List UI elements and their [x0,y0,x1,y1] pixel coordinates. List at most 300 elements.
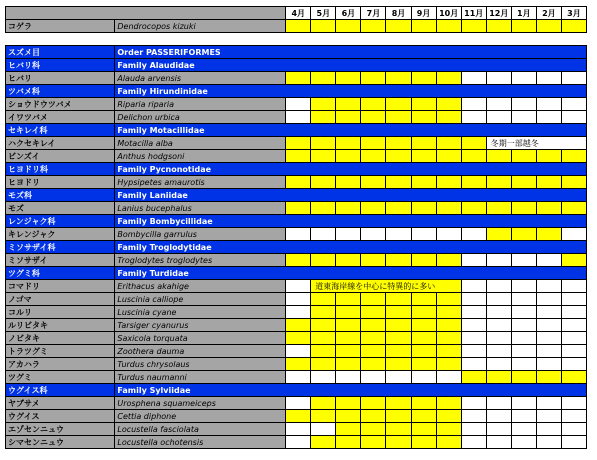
month-cell-present [386,397,411,410]
family-jp-label: ツグミ科 [6,267,115,280]
species-sci-name: Troglodytes troglodytes [115,254,286,267]
month-cell-present [436,137,461,150]
month-cell-present [386,254,411,267]
month-cell-present [411,137,436,150]
month-cell-absent [486,345,511,358]
species-jp-name: キレンジャク [6,228,115,241]
family-row [6,85,587,98]
month-cell-absent [536,98,561,111]
month-cell-present [336,410,361,423]
month-cell-absent [361,371,386,384]
month-cell-absent [561,345,586,358]
month-cell-present [436,319,461,332]
month-cell-absent [536,319,561,332]
species-row [6,20,587,33]
month-cell-absent [536,306,561,319]
month-cell-present [436,423,461,436]
month-cell-present [336,111,361,124]
month-cell-present [436,410,461,423]
month-cell-present [461,202,486,215]
month-cell-present [311,293,336,306]
month-cell-present [336,306,361,319]
month-cell-present [361,397,386,410]
month-cell-present [286,176,311,189]
species-row [6,293,587,306]
species-jp-name: ノゴマ [6,293,115,306]
month-header: 7月 [361,7,386,20]
month-cell-present [311,202,336,215]
species-jp-name: ヤブサメ [6,397,115,410]
month-cell-present [561,202,586,215]
species-sci-name: Erithacus akahige [115,280,286,293]
species-jp-name: コゲラ [6,20,115,33]
species-row [6,358,587,371]
month-cell-present [411,202,436,215]
month-cell-present [436,202,461,215]
month-cell-present [286,358,311,371]
month-cell-absent [486,280,511,293]
month-header: 12月 [486,7,511,20]
month-cell-present [311,176,336,189]
month-cell-present [386,150,411,163]
month-cell-present [286,319,311,332]
month-cell-present [436,111,461,124]
month-cell-absent [511,111,536,124]
month-cell-present [386,358,411,371]
month-cell-present [336,202,361,215]
header-blank [6,7,286,20]
month-cell-present [411,176,436,189]
family-latin-label: Order PASSERIFORMES [115,46,587,59]
month-cell-present [436,293,461,306]
month-cell-absent [561,332,586,345]
month-cell-absent [536,436,561,449]
month-cell-absent [461,319,486,332]
month-cell-absent [536,410,561,423]
species-row [6,371,587,384]
species-jp-name: シマセンニュウ [6,436,115,449]
family-jp-label: ツバメ科 [6,85,115,98]
month-cell-absent [561,423,586,436]
month-cell-absent [486,72,511,85]
month-cell-absent [561,436,586,449]
month-cell-present [386,293,411,306]
species-sci-name: Luscinia cyane [115,306,286,319]
spacer [6,33,587,46]
month-cell-present [311,358,336,371]
species-sci-name: Bombycilla garrulus [115,228,286,241]
month-cell-present [461,20,486,33]
month-cell-present [361,436,386,449]
month-cell-present [311,72,336,85]
species-row [6,436,587,449]
month-cell-present [361,20,386,33]
family-row [6,59,587,72]
month-cell-absent [286,280,311,293]
month-cell-present [361,176,386,189]
species-jp-name: ウグイス [6,410,115,423]
species-row [6,137,587,150]
month-cell-present [361,98,386,111]
month-cell-absent [461,345,486,358]
species-row [6,202,587,215]
species-sci-name: Locustella fasciolata [115,423,286,436]
month-cell-present [286,332,311,345]
month-cell-present [336,319,361,332]
month-cell-absent [311,228,336,241]
month-cell-present [511,371,536,384]
species-row [6,150,587,163]
family-row [6,163,587,176]
month-cell-absent [561,306,586,319]
month-cell-absent [461,306,486,319]
species-row [6,410,587,423]
species-sci-name: Turdus chrysolaus [115,358,286,371]
family-jp-label: セキレイ科 [6,124,115,137]
species-row [6,306,587,319]
species-jp-name: エゾセンニュウ [6,423,115,436]
month-cell-present [361,254,386,267]
family-jp-label: スズメ目 [6,46,115,59]
month-header: 6月 [336,7,361,20]
month-cell-present [561,150,586,163]
month-cell-present [361,423,386,436]
species-jp-name: コルリ [6,306,115,319]
month-cell-present [386,176,411,189]
month-cell-absent [436,371,461,384]
month-cell-present [361,332,386,345]
month-cell-absent [461,332,486,345]
month-cell-present [336,254,361,267]
month-cell-present [286,72,311,85]
species-sci-name: Dendrocopos kizuki [115,20,286,33]
month-cell-absent [486,319,511,332]
month-cell-absent [461,410,486,423]
month-cell-present [486,176,511,189]
month-cell-present [386,111,411,124]
species-row [6,72,587,85]
month-cell-absent [486,306,511,319]
month-header: 5月 [311,7,336,20]
month-cell-present [361,358,386,371]
family-jp-label: レンジャク科 [6,215,115,228]
month-header: 1月 [511,7,536,20]
species-jp-name: ノビタキ [6,332,115,345]
family-jp-label: ミソサザイ科 [6,241,115,254]
month-cell-absent [486,436,511,449]
family-latin-label: Family Troglodytidae [115,241,587,254]
month-cell-absent [286,228,311,241]
month-cell-absent [511,397,536,410]
month-cell-present [511,176,536,189]
family-row [6,241,587,254]
month-cell-absent [461,111,486,124]
month-cell-present [436,72,461,85]
month-cell-present [386,98,411,111]
month-cell-present [536,202,561,215]
month-header: 2月 [536,7,561,20]
month-cell-present [311,436,336,449]
month-cell-present [336,20,361,33]
month-cell-absent [561,72,586,85]
month-cell-present [336,332,361,345]
month-cell-absent [336,371,361,384]
month-cell-present [386,319,411,332]
month-cell-present [436,397,461,410]
month-cell-present [436,98,461,111]
family-row [6,124,587,137]
family-latin-label: Family Motacillidae [115,124,587,137]
month-cell-present [411,345,436,358]
month-cell-present [411,423,436,436]
month-cell-present [561,371,586,384]
species-row [6,332,587,345]
month-cell-present [311,150,336,163]
month-cell-absent [386,228,411,241]
month-cell-present [436,254,461,267]
species-row [6,228,587,241]
month-cell-present [411,150,436,163]
month-cell-present [436,332,461,345]
species-sci-name: Saxicola torquata [115,332,286,345]
species-row [6,111,587,124]
month-cell-absent [561,111,586,124]
species-note: 冬期一部越冬 [486,137,586,150]
month-cell-absent [536,397,561,410]
month-cell-absent [511,345,536,358]
month-cell-present [361,319,386,332]
month-cell-present [411,293,436,306]
month-cell-absent [461,72,486,85]
month-cell-absent [536,280,561,293]
month-cell-present [361,111,386,124]
species-jp-name: ミソサザイ [6,254,115,267]
month-cell-present [336,345,361,358]
month-cell-absent [411,228,436,241]
month-cell-present [486,371,511,384]
species-sci-name: Locustella ochotensis [115,436,286,449]
month-cell-present [336,293,361,306]
month-cell-present [311,397,336,410]
month-cell-present [461,371,486,384]
month-cell-present [411,72,436,85]
month-cell-absent [536,254,561,267]
family-row [6,46,587,59]
month-cell-present [336,150,361,163]
month-cell-present [461,176,486,189]
species-jp-name: ツグミ [6,371,115,384]
month-cell-absent [411,371,436,384]
species-sci-name: Tarsiger cyanurus [115,319,286,332]
month-cell-present [361,202,386,215]
family-latin-label: Family Turdidae [115,267,587,280]
month-cell-present [361,293,386,306]
species-jp-name: ハクセキレイ [6,137,115,150]
month-cell-absent [486,332,511,345]
month-cell-present [286,137,311,150]
month-cell-present [511,228,536,241]
month-cell-absent [486,358,511,371]
month-cell-absent [536,72,561,85]
family-jp-label: モズ科 [6,189,115,202]
month-cell-present [436,345,461,358]
month-cell-present [561,20,586,33]
month-cell-absent [561,358,586,371]
month-cell-present [311,137,336,150]
species-note: 道東海岸線を中心に特異的に多い [311,280,461,293]
month-cell-present [361,306,386,319]
month-cell-present [536,176,561,189]
month-cell-present [311,332,336,345]
month-cell-present [386,306,411,319]
family-jp-label: ウグイス科 [6,384,115,397]
month-cell-absent [286,293,311,306]
species-sci-name: Hypsipetes amaurotis [115,176,286,189]
month-cell-present [336,137,361,150]
month-cell-absent [511,254,536,267]
species-jp-name: コマドリ [6,280,115,293]
month-cell-absent [536,293,561,306]
species-row [6,423,587,436]
family-row [6,267,587,280]
species-row [6,176,587,189]
month-cell-absent [536,423,561,436]
month-cell-present [361,72,386,85]
month-cell-absent [461,436,486,449]
month-cell-present [386,332,411,345]
species-row [6,397,587,410]
family-jp-label: ヒヨドリ科 [6,163,115,176]
month-cell-absent [511,280,536,293]
month-cell-absent [286,423,311,436]
month-cell-present [536,150,561,163]
month-cell-present [361,150,386,163]
month-cell-absent [311,423,336,436]
species-jp-name: ルリビタキ [6,319,115,332]
month-cell-present [336,72,361,85]
month-cell-present [311,111,336,124]
month-cell-absent [461,280,486,293]
month-cell-absent [536,345,561,358]
month-cell-absent [561,410,586,423]
family-latin-label: Family Pycnonotidae [115,163,587,176]
month-cell-absent [561,98,586,111]
month-cell-present [561,254,586,267]
species-row [6,98,587,111]
species-jp-name: ヒバリ [6,72,115,85]
species-row [6,254,587,267]
month-cell-present [386,423,411,436]
month-header: 11月 [461,7,486,20]
month-cell-present [361,137,386,150]
month-cell-present [386,137,411,150]
family-latin-label: Family Sylviidae [115,384,587,397]
species-sci-name: Riparia riparia [115,98,286,111]
month-cell-absent [286,371,311,384]
month-cell-absent [286,345,311,358]
month-cell-present [336,176,361,189]
month-cell-absent [561,280,586,293]
month-cell-present [361,410,386,423]
month-cell-present [411,397,436,410]
month-cell-absent [486,423,511,436]
month-header: 8月 [386,7,411,20]
month-cell-present [411,254,436,267]
species-sci-name: Turdus naumanni [115,371,286,384]
month-cell-absent [486,293,511,306]
species-jp-name: ビンズイ [6,150,115,163]
month-cell-present [411,358,436,371]
month-cell-present [336,358,361,371]
month-cell-present [336,397,361,410]
month-cell-present [386,410,411,423]
month-cell-present [436,176,461,189]
month-cell-absent [511,306,536,319]
month-cell-absent [511,410,536,423]
month-cell-present [286,254,311,267]
species-row [6,280,587,293]
month-header: 10月 [436,7,461,20]
month-cell-present [511,150,536,163]
month-cell-absent [486,397,511,410]
month-cell-present [461,150,486,163]
month-cell-absent [536,111,561,124]
family-latin-label: Family Laniidae [115,189,587,202]
species-sci-name: Zoothera dauma [115,345,286,358]
month-cell-present [486,202,511,215]
month-cell-present [311,345,336,358]
month-cell-absent [486,410,511,423]
month-cell-absent [561,397,586,410]
month-cell-present [336,436,361,449]
species-sci-name: Urosphena squameiceps [115,397,286,410]
month-cell-present [511,20,536,33]
month-cell-present [336,98,361,111]
month-cell-absent [511,72,536,85]
month-cell-present [311,20,336,33]
month-cell-present [311,410,336,423]
month-cell-present [411,332,436,345]
family-row [6,215,587,228]
month-cell-present [411,436,436,449]
family-row [6,384,587,397]
month-cell-present [486,20,511,33]
species-sci-name: Motacilla alba [115,137,286,150]
month-cell-present [386,72,411,85]
month-cell-present [411,306,436,319]
month-cell-present [536,20,561,33]
month-cell-absent [461,358,486,371]
month-cell-present [436,306,461,319]
species-jp-name: アカハラ [6,358,115,371]
month-cell-absent [336,228,361,241]
month-cell-absent [311,371,336,384]
month-cell-present [286,20,311,33]
month-cell-absent [286,98,311,111]
month-cell-absent [536,332,561,345]
month-cell-present [436,436,461,449]
month-cell-absent [486,254,511,267]
month-cell-absent [286,436,311,449]
month-cell-present [386,436,411,449]
month-cell-present [436,20,461,33]
month-cell-absent [561,293,586,306]
month-cell-absent [511,319,536,332]
month-cell-absent [561,228,586,241]
month-cell-absent [361,228,386,241]
species-jp-name: イワツバメ [6,111,115,124]
month-cell-present [411,319,436,332]
